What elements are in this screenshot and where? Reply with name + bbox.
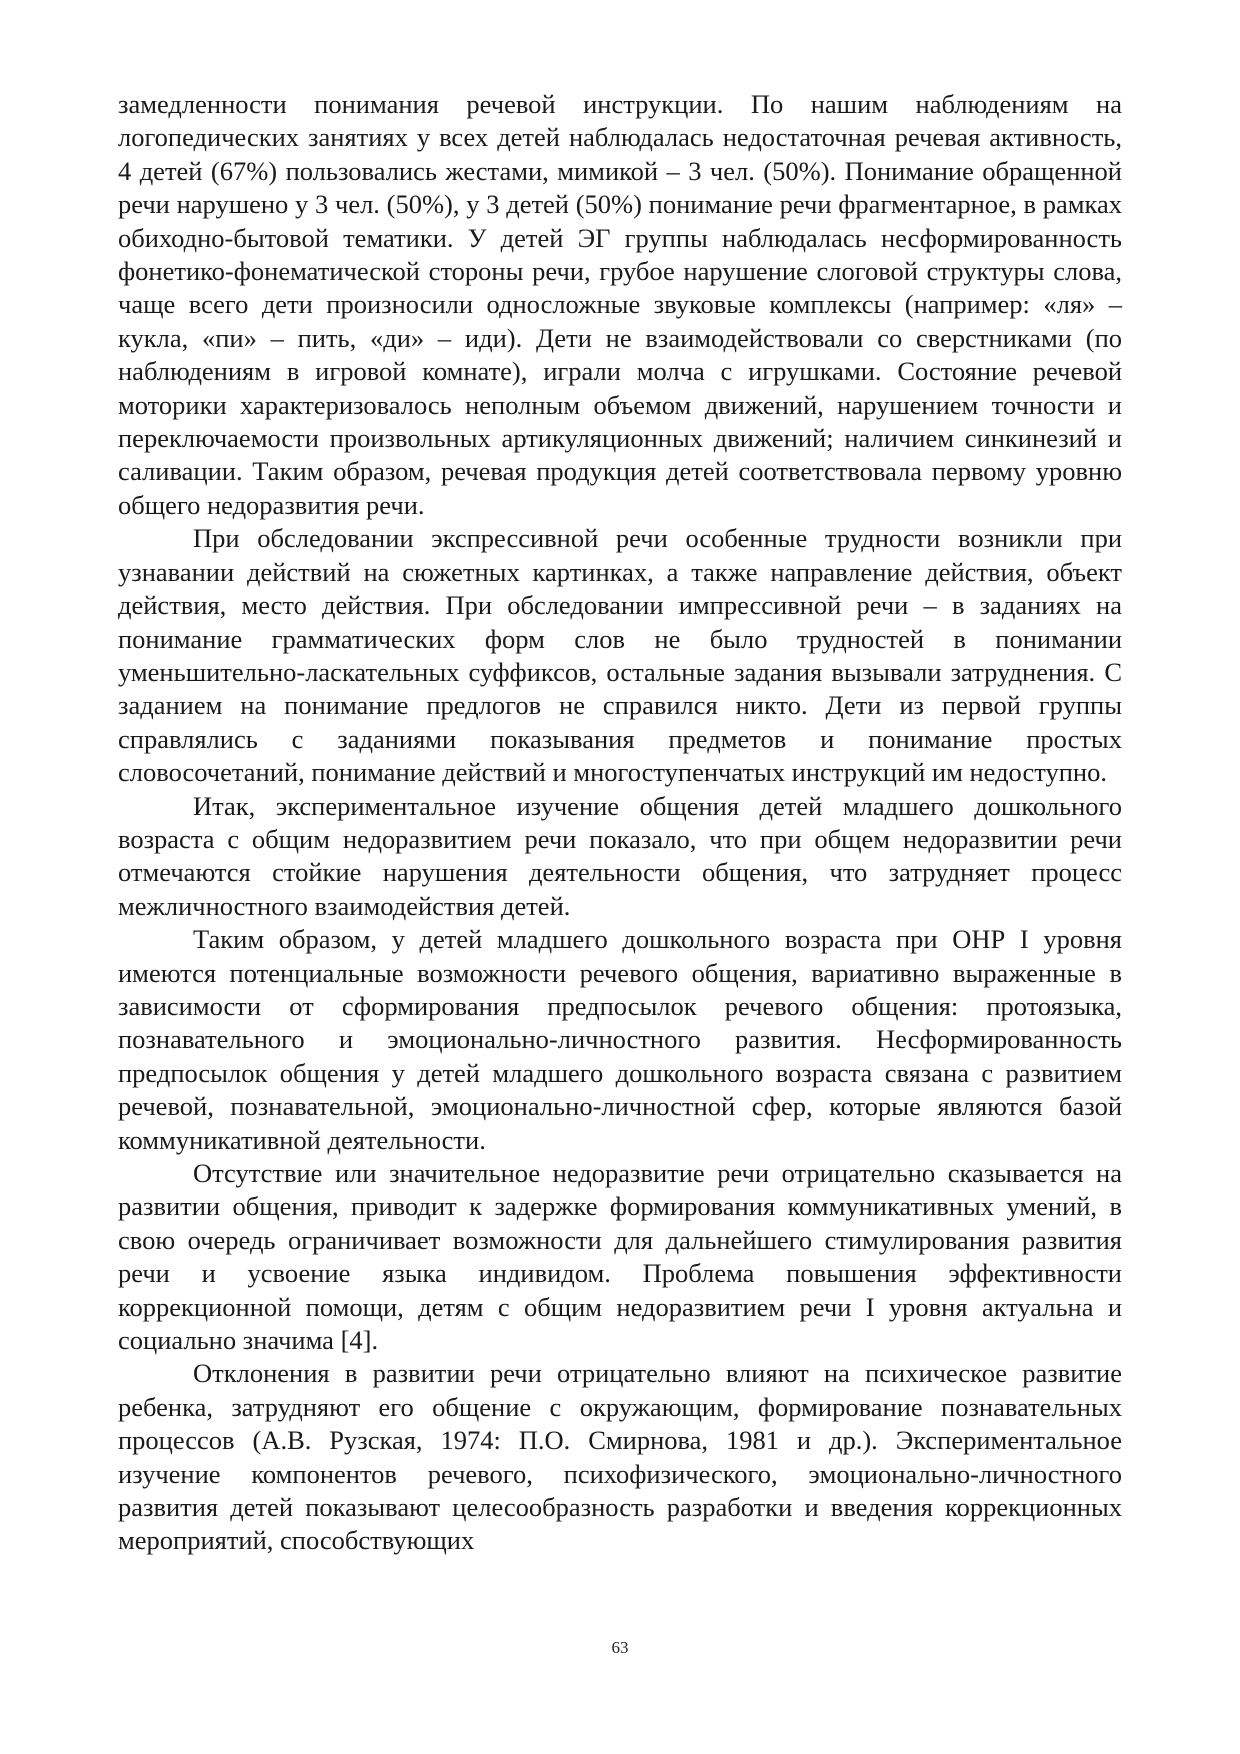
page-number: 63: [611, 1638, 629, 1657]
paragraph-conclusion-onr: Таким образом, у детей младшего дошкольного возраста при ОНР I уровня имеются потенциальные возможности речевого общения, вариативно выраженные в зависимости от сформирования предпосылок речевого общения: протоязыка, познавательного и эмоционально-личностного развития. Несформированность предпосылок общения у детей младшего дошкольного возраста связана с развитием речевой, познавательной, эмоционально-личностной сфер, которые являются базой коммуникативной деятельности.: [118, 924, 1122, 1155]
paragraph-absence-of-speech: Отсутствие или значительное недоразвитие речи отрицательно сказывается на развитии общения, приводит к задержке формирования коммуникативных умений, в свою очередь ограничивает возможности для дальнейшего стимулирования развития речи и усвоение языка индивидом. Проблема повышения эффективности коррекционной помощи, детям с общим недоразвитием речи I уровня актуальна и социально значима [4].: [118, 1158, 1122, 1356]
paragraph-experimental-study: Итак, экспериментальное изучение общения детей младшего дошкольного возраста с общим недоразвитием речи показало, что при общем недоразвитии речи отмечаются стойкие нарушения деятельности общения, что затрудняет процесс межличностного взаимодействия детей.: [118, 790, 1122, 921]
paragraph-expressive-speech: При обследовании экспрессивной речи особенные трудности возникли при узнавании действий на сюжетных картинках, а также направление действия, объект действия, место действия. При обследовании импрессивной речи – в заданиях на понимание грамматических форм слов не было трудностей в понимании уменьшительно-ласкательных суффиксов, остальные задания вызывали затруднения. С заданием на понимание предлогов не справился никто. Дети из первой группы справлялись с заданиями показывания предметов и понимание простых словосочетаний, понимание действий и многоступенчатых инструкций им недоступно.: [118, 523, 1122, 788]
paragraph-deviations: Отклонения в развитии речи отрицательно влияют на психическое развитие ребенка, затрудняют его общение с окружающим, формирование познавательных процессов (А.В. Рузская, 1974: П.О. Смирнова, 1981 и др.). Экспериментальное изучение компонентов речевого, психофизического, эмоционально-личностного развития детей показывают целесообразность разработки и введения коррекционных мероприятий, способствующих: [118, 1358, 1122, 1556]
paragraph-continuation: замедленности понимания речевой инструкции. По нашим наблюдениям на логопедических занятиях у всех детей наблюдалась недостаточная речевая активность, 4 детей (67%) пользовались жестами, мимикой – 3 чел. (50%). Понимание обращенной речи нарушено у 3 чел. (50%), у 3 детей (50%) понимание речи фрагментарное, в рамках обиходно-бытовой тематики. У детей ЭГ группы наблюдалась несформированность фонетико-фонематической стороны речи, грубое нарушение слоговой структуры слова, чаще всего дети произносили односложные звуковые комплексы (например: «ля» – кукла, «пи» – пить, «ди» – иди). Дети не взаимодействовали со сверстниками (по наблюдениям в игровой комнате), играли молча с игрушками. Состояние речевой моторики характеризовалось неполным объемом движений, нарушением точности и переключаемости произвольных артикуляционных движений; наличием синкинезий и саливации. Таким образом, речевая продукция детей соответствовала первому уровню общего недоразвития речи.: [118, 89, 1122, 520]
body-text: [118, 88, 1122, 1558]
